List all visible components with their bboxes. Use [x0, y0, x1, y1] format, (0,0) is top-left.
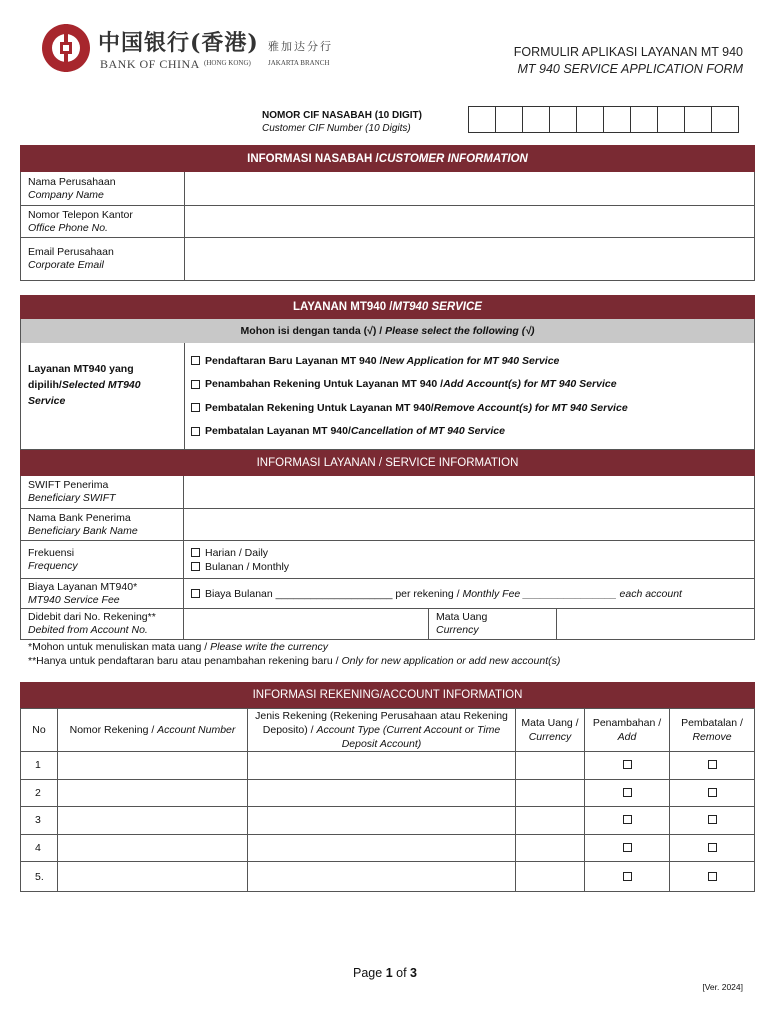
col-remove: [670, 709, 755, 752]
remove-cell: [670, 752, 755, 780]
mt940-service-header-id: LAYANAN MT940 /: [293, 301, 393, 313]
beneficiary-swift-row: [21, 476, 754, 508]
cif-digit-box[interactable]: [549, 106, 577, 133]
currency-cell[interactable]: [516, 834, 585, 862]
checkbox-icon[interactable]: [708, 872, 717, 881]
footnote-new-application-en: Only for new application or add new account(s): [341, 655, 561, 667]
footnotes: [28, 640, 560, 668]
checkbox-icon[interactable]: [191, 356, 200, 365]
monthly-fee-text-id: Biaya Bulanan ____________________ per rekening /: [205, 587, 463, 600]
beneficiary-bank-label-en: Beneficiary Bank Name: [28, 524, 138, 537]
currency-label-en: Currency: [436, 624, 479, 636]
select-instruction-id: Mohon isi dengan tanda (√) /: [240, 325, 383, 337]
debit-account-label-en: Debited from Account No.: [28, 624, 148, 636]
checkbox-icon[interactable]: [191, 427, 200, 436]
row-number: 3: [21, 807, 58, 835]
account-info-header-text: INFORMASI REKENING/ACCOUNT INFORMATION: [252, 689, 523, 701]
footnote-new-application-id: **Hanya untuk pendaftaran baru atau penambahan rekening baru /: [28, 655, 342, 667]
cif-label-en: Customer CIF Number (10 Digits): [262, 123, 411, 134]
beneficiary-bank-label-id: Nama Bank Penerima: [28, 511, 131, 524]
remove-cell: [670, 862, 755, 892]
beneficiary-bank-label: [21, 509, 184, 540]
col-currency: [516, 709, 585, 752]
checkbox-icon[interactable]: [623, 760, 632, 769]
office-phone-row: [21, 205, 754, 237]
service-selection-box: [20, 343, 755, 450]
account-number-cell[interactable]: [58, 834, 248, 862]
col-account-number-id: Nomor Rekening /: [69, 724, 158, 736]
frequency-options: [184, 541, 754, 578]
frequency-label-id: Frekuensi: [28, 546, 75, 559]
footnote-currency-en: Please write the currency: [210, 641, 328, 653]
account-number-cell[interactable]: [58, 752, 248, 780]
col-account-type-id: Jenis Rekening (Rekening Perusahaan atau Rekening Deposito) /: [255, 710, 508, 736]
customer-info-header-en: CUSTOMER INFORMATION: [378, 152, 528, 165]
checkbox-icon[interactable]: [708, 843, 717, 852]
frequency-label: [21, 541, 184, 578]
col-currency-en: Currency: [528, 731, 572, 743]
currency-label: [429, 609, 557, 639]
checkbox-icon[interactable]: [623, 872, 632, 881]
page-number: [0, 966, 770, 980]
table-row: [21, 779, 755, 807]
form-title: [514, 44, 743, 78]
form-title-en: MT 940 SERVICE APPLICATION FORM: [517, 62, 743, 76]
selected-service-label-en: Selected MT940 Service: [28, 379, 141, 407]
company-name-input[interactable]: [185, 172, 754, 205]
frequency-daily-option[interactable]: [191, 546, 747, 560]
option-cancellation-id: Pembatalan Layanan MT 940/: [205, 425, 351, 438]
account-number-cell[interactable]: [58, 862, 248, 892]
col-account-type-en: Account Type (Current Account or Time Deposit Account): [316, 724, 501, 750]
bank-logo-square: [60, 42, 72, 54]
office-phone-label-en: Office Phone No.: [28, 221, 108, 234]
corporate-email-label: [21, 238, 185, 280]
footnote-currency-id: *Mohon untuk menuliskan mata uang /: [28, 641, 211, 653]
service-fee-row: [21, 578, 754, 608]
service-info-header: [20, 450, 755, 476]
account-type-cell[interactable]: [248, 807, 516, 835]
col-account-type: [248, 709, 516, 752]
cif-digit-box[interactable]: [630, 106, 658, 133]
beneficiary-bank-row: [21, 508, 754, 540]
row-number: 1: [21, 752, 58, 780]
page-current: 1: [385, 966, 393, 980]
service-options: [185, 343, 754, 449]
debit-account-label: [21, 609, 184, 639]
table-row: [21, 834, 755, 862]
option-cancellation-en: Cancellation of MT 940 Service: [350, 425, 505, 438]
option-new-application-id: Pendaftaran Baru Layanan MT 940 /: [205, 354, 383, 367]
currency-cell[interactable]: [516, 779, 585, 807]
checkbox-icon[interactable]: [191, 589, 200, 598]
cif-label: [262, 109, 422, 135]
selected-service-label-id: Layanan MT940 yang dipilih/: [28, 363, 134, 391]
mt940-service-header-en: MT940 SERVICE: [392, 301, 482, 313]
col-remove-en: Remove: [692, 731, 732, 743]
add-cell: [585, 807, 670, 835]
option-add-accounts-en: Add Account(s) for MT 940 Service: [443, 378, 617, 391]
currency-input[interactable]: [557, 609, 754, 639]
checkbox-icon[interactable]: [191, 562, 200, 571]
page-total: 3: [410, 966, 417, 980]
account-type-cell[interactable]: [248, 834, 516, 862]
checkbox-icon[interactable]: [708, 788, 717, 797]
cif-digit-box[interactable]: [657, 106, 685, 133]
bank-name-english: BANK OF CHINA: [100, 57, 200, 71]
select-instruction-bar: [20, 319, 755, 343]
customer-info-header-id: INFORMASI NASABAH /: [247, 152, 379, 165]
corporate-email-row: [21, 237, 754, 280]
account-type-cell[interactable]: [248, 862, 516, 892]
col-account-number-en: Account Number: [157, 724, 236, 736]
option-add-accounts[interactable]: [191, 373, 748, 397]
debit-account-row: [21, 608, 754, 639]
service-fee-label-en: MT940 Service Fee: [28, 593, 120, 606]
account-number-cell[interactable]: [58, 779, 248, 807]
cif-digit-box[interactable]: [495, 106, 523, 133]
bank-name-chinese: 中国银行(香港): [98, 30, 259, 56]
account-type-cell[interactable]: [248, 752, 516, 780]
option-new-application-en: New Application for MT 940 Service: [382, 354, 560, 367]
beneficiary-swift-label: [21, 476, 184, 508]
checkbox-icon[interactable]: [191, 548, 200, 557]
option-cancellation[interactable]: [191, 420, 748, 444]
monthly-fee-text-en: Monthly Fee ________________ each account: [462, 587, 682, 600]
currency-cell[interactable]: [516, 752, 585, 780]
service-info-header-text: INFORMASI LAYANAN / SERVICE INFORMATION: [256, 457, 519, 469]
frequency-monthly-label: Bulanan / Monthly: [205, 560, 290, 573]
cif-input-boxes: [469, 106, 739, 133]
option-remove-accounts[interactable]: [191, 396, 748, 420]
frequency-daily-label: Harian / Daily: [205, 546, 269, 559]
row-number: 2: [21, 779, 58, 807]
add-cell: [585, 862, 670, 892]
form-title-id: FORMULIR APLIKASI LAYANAN MT 940: [513, 45, 743, 59]
customer-info-header: [20, 145, 755, 172]
account-number-cell[interactable]: [58, 807, 248, 835]
row-number: 4: [21, 834, 58, 862]
corporate-email-input[interactable]: [185, 238, 754, 280]
col-remove-id: Pembatalan /: [681, 717, 743, 729]
account-table: [20, 708, 755, 892]
beneficiary-bank-input[interactable]: [184, 509, 754, 540]
cif-label-id: NOMOR CIF NASABAH (10 DIGIT): [262, 110, 422, 121]
service-fee-label-id: Biaya Layanan MT940*: [28, 580, 138, 593]
corporate-email-label-id: Email Perusahaan: [28, 246, 114, 258]
checkbox-icon[interactable]: [191, 380, 200, 389]
bank-region-english: (HONG KONG): [204, 59, 251, 67]
add-cell: [585, 779, 670, 807]
currency-cell[interactable]: [516, 862, 585, 892]
service-info-grid: [20, 476, 755, 640]
frequency-label-en: Frequency: [28, 559, 78, 572]
currency-label-id: Mata Uang: [436, 611, 488, 623]
col-add-id: Penambahan /: [592, 717, 662, 729]
cif-digit-box[interactable]: [711, 106, 739, 133]
add-cell: [585, 752, 670, 780]
office-phone-label: [21, 206, 185, 237]
checkbox-icon[interactable]: [191, 403, 200, 412]
beneficiary-swift-label-en: Beneficiary SWIFT: [28, 492, 116, 504]
remove-cell: [670, 779, 755, 807]
checkbox-icon[interactable]: [708, 760, 717, 769]
checkbox-icon[interactable]: [708, 815, 717, 824]
col-currency-id: Mata Uang /: [521, 717, 579, 729]
checkbox-icon[interactable]: [623, 815, 632, 824]
corporate-email-label-en: Corporate Email: [28, 259, 104, 271]
office-phone-label-id: Nomor Telepon Kantor: [28, 208, 133, 221]
monthly-fee-field[interactable]: [184, 579, 754, 608]
account-table-header: [21, 709, 755, 752]
checkbox-icon[interactable]: [623, 788, 632, 797]
table-row: [21, 807, 755, 835]
col-add: [585, 709, 670, 752]
select-instruction-en: Please select the following (√): [385, 325, 535, 337]
frequency-monthly-option[interactable]: [191, 560, 747, 574]
cif-digit-box[interactable]: [576, 106, 604, 133]
frequency-row: [21, 540, 754, 578]
company-name-label: [21, 172, 185, 205]
col-add-en: Add: [617, 731, 637, 743]
branch-name-english: JAKARTA BRANCH: [268, 59, 330, 67]
checkbox-icon[interactable]: [623, 843, 632, 852]
selected-service-label: [21, 343, 185, 449]
option-new-application[interactable]: [191, 349, 748, 373]
cif-digit-box[interactable]: [684, 106, 712, 133]
beneficiary-swift-input[interactable]: [184, 476, 754, 508]
customer-info-grid: [20, 172, 755, 281]
mt940-service-header: [20, 295, 755, 319]
remove-cell: [670, 807, 755, 835]
cif-digit-box[interactable]: [603, 106, 631, 133]
debit-account-input[interactable]: [184, 609, 429, 639]
page-prefix: Page: [353, 966, 386, 980]
debit-account-label-id: Didebit dari No. Rekening**: [28, 611, 156, 623]
table-row: [21, 862, 755, 892]
add-cell: [585, 834, 670, 862]
remove-cell: [670, 834, 755, 862]
footnote-new-application: [28, 654, 560, 668]
footnote-currency: [28, 640, 560, 654]
branch-name-chinese: 雅加达分行: [268, 40, 333, 53]
cif-digit-box[interactable]: [468, 106, 496, 133]
table-row: [21, 752, 755, 780]
version-label: [Ver. 2024]: [702, 982, 743, 992]
option-remove-accounts-id: Pembatalan Rekening Untuk Layanan MT 940/: [205, 401, 434, 414]
office-phone-input[interactable]: [185, 206, 754, 237]
page-mid: of: [392, 966, 411, 980]
beneficiary-swift-label-id: SWIFT Penerima: [28, 479, 109, 491]
col-no: No: [21, 709, 58, 752]
row-number: 5.: [21, 862, 58, 892]
cif-digit-box[interactable]: [522, 106, 550, 133]
company-name-label-en: Company Name: [28, 188, 104, 201]
company-name-label-id: Nama Perusahaan: [28, 175, 116, 188]
option-remove-accounts-en: Remove Account(s) for MT 940 Service: [433, 401, 628, 414]
service-fee-label: [21, 579, 184, 608]
company-name-row: [21, 172, 754, 205]
col-account-number: [58, 709, 248, 752]
account-info-header: [20, 682, 755, 708]
currency-cell[interactable]: [516, 807, 585, 835]
option-add-accounts-id: Penambahan Rekening Untuk Layanan MT 940 /: [205, 378, 444, 391]
account-type-cell[interactable]: [248, 779, 516, 807]
